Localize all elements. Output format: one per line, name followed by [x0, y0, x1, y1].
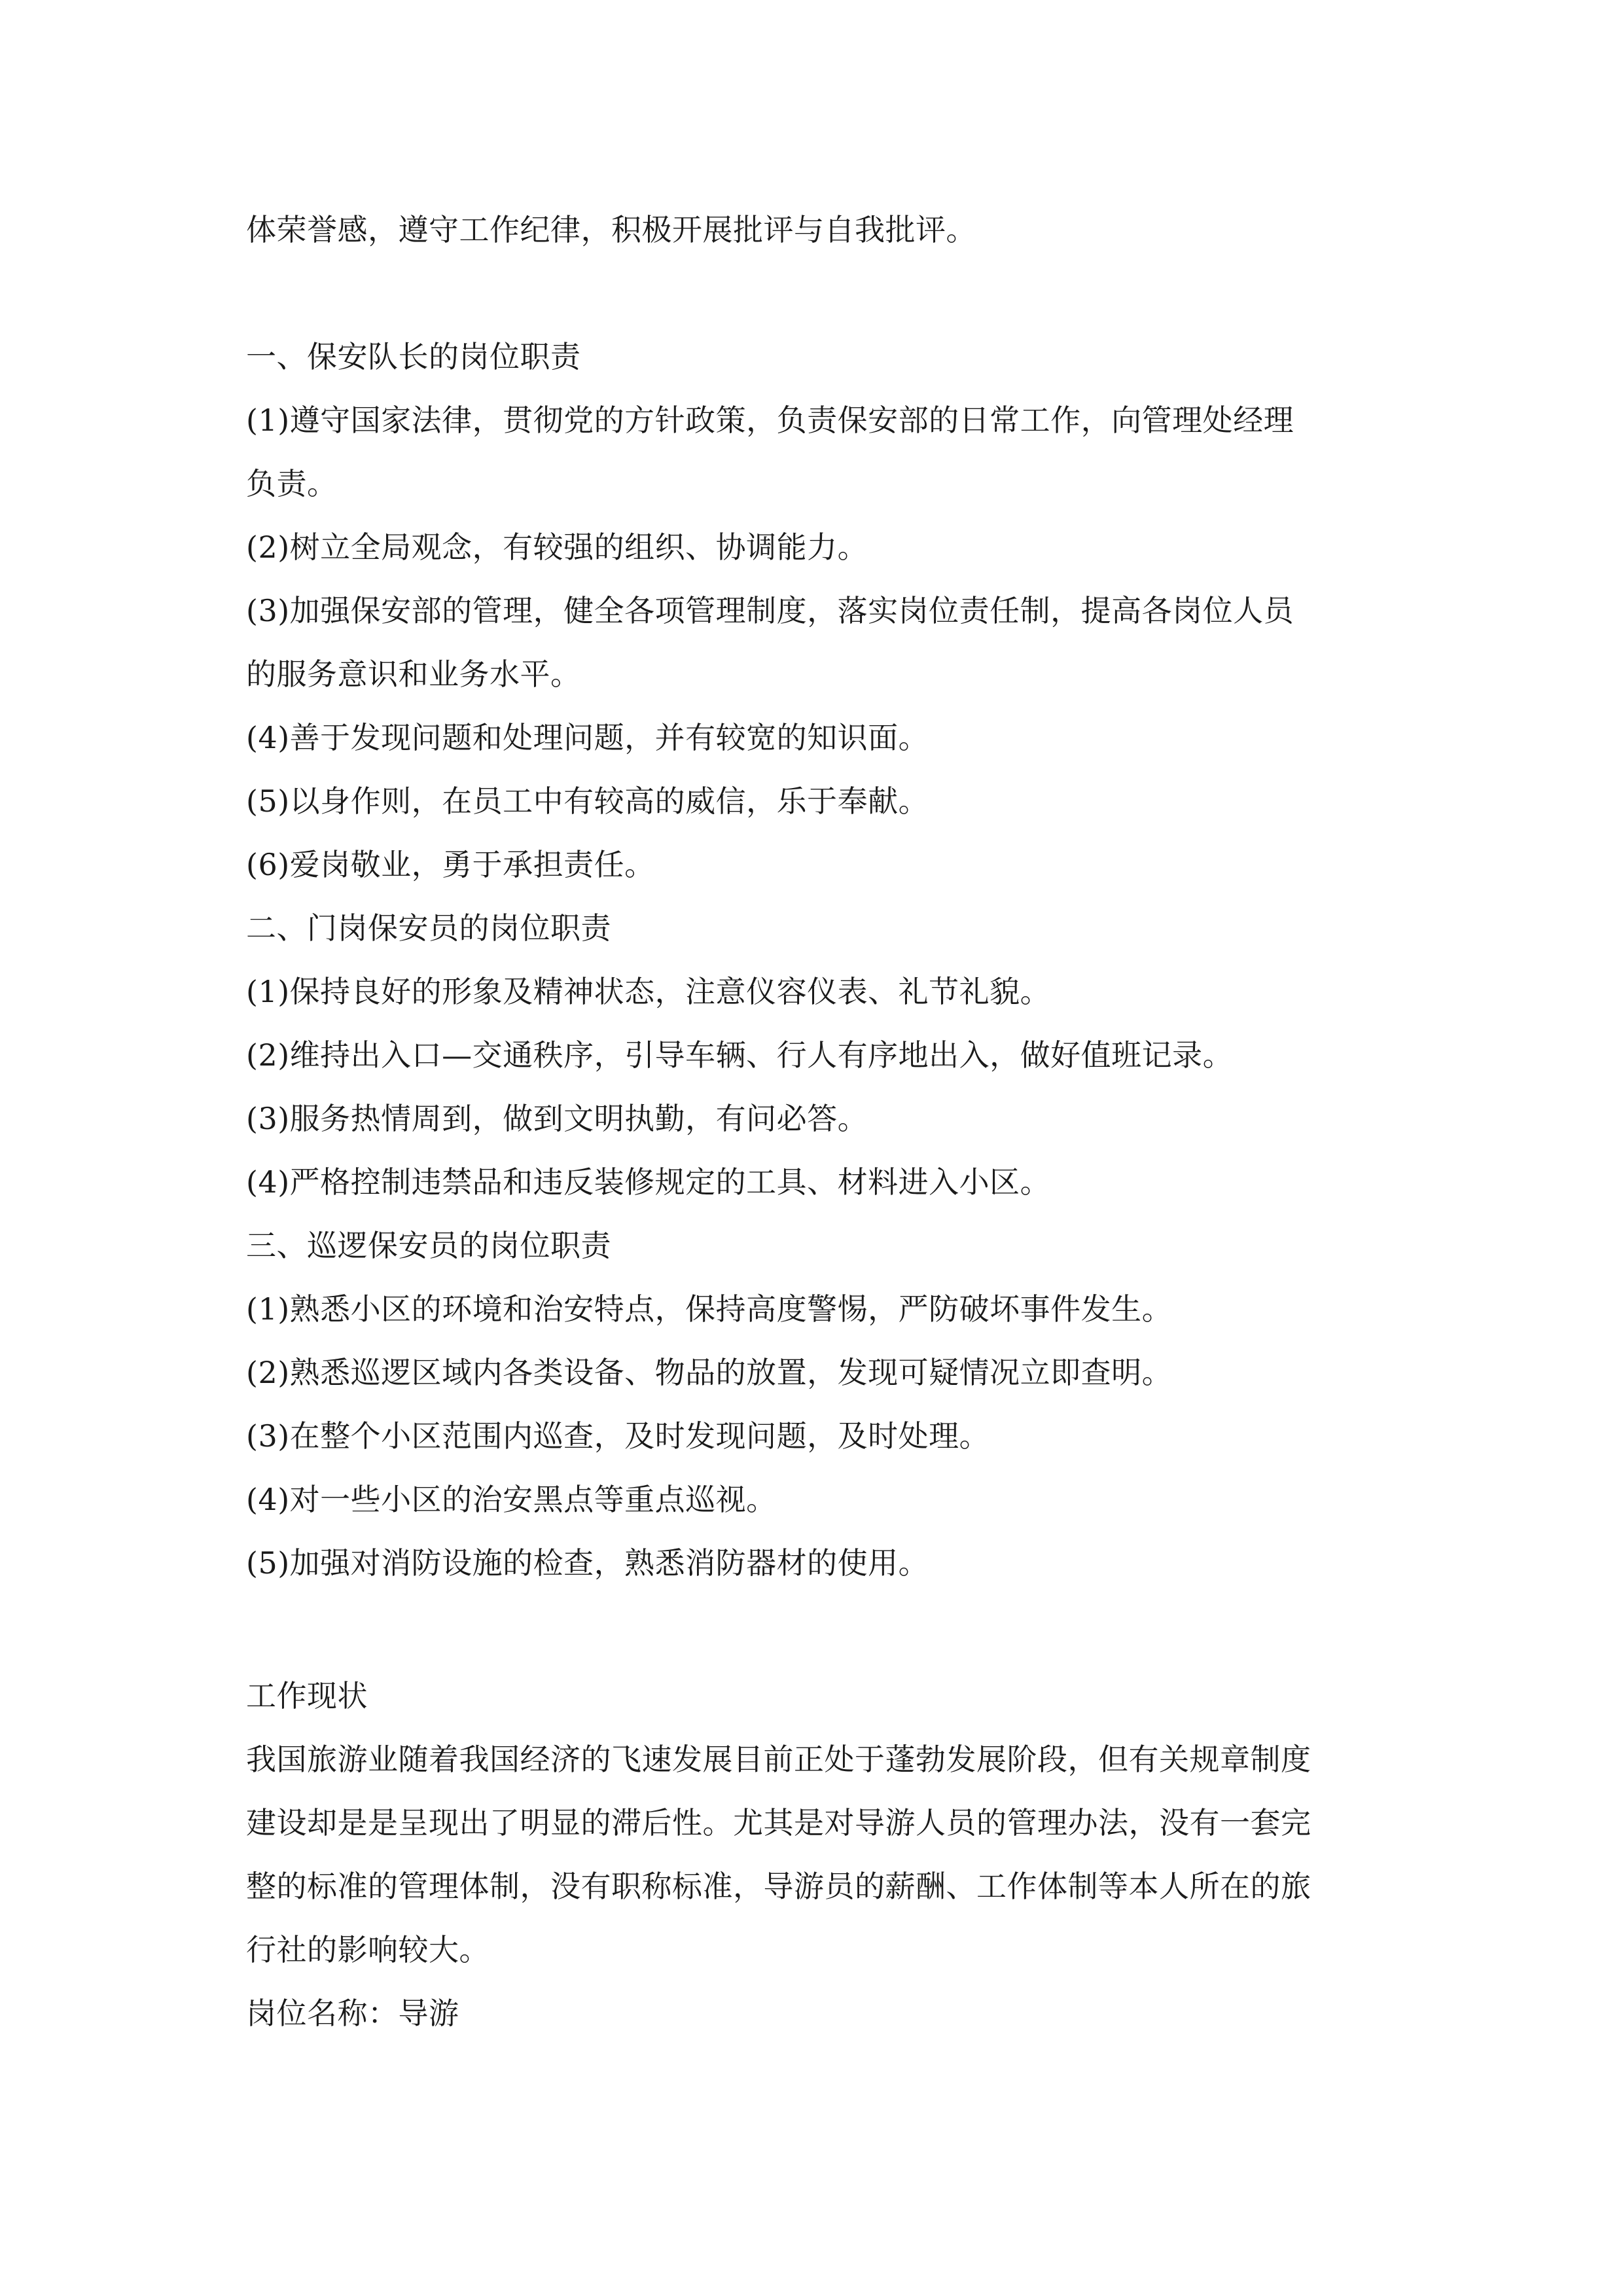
text-line: (2)熟悉巡逻区域内各类设备、物品的放置，发现可疑情况立即查明。	[246, 1355, 1173, 1390]
text-line: 我国旅游业随着我国经济的飞速发展目前正处于蓬勃发展阶段，但有关规章制度	[246, 1742, 1311, 1777]
text-line: 整的标准的管理体制，没有职称标准，导游员的薪酬、工作体制等本人所在的旅	[246, 1869, 1311, 1904]
text-line: (2)维持出入口—交通秩序，引导车辆、行人有序地出入，做好值班记录。	[246, 1037, 1234, 1073]
section-heading: 一、保安队长的岗位职责	[246, 339, 581, 374]
section-heading: 工作现状	[246, 1678, 368, 1713]
text-line: (1)保持良好的形象及精神状态，注意仪容仪表、礼节礼貌。	[246, 974, 1051, 1009]
text-line: (1)熟悉小区的环境和治安特点，保持高度警惕，严防破坏事件发生。	[246, 1291, 1173, 1327]
text-line: (4)善于发现问题和处理问题，并有较宽的知识面。	[246, 720, 929, 755]
text-line: (3)在整个小区范围内巡查，及时发现问题，及时处理。	[246, 1418, 990, 1454]
section-heading: 三、巡逻保安员的岗位职责	[246, 1228, 611, 1263]
text-line: (1)遵守国家法律，贯彻党的方针政策，负责保安部的日常工作，向管理处经理	[246, 403, 1294, 438]
text-line: (4)严格控制违禁品和违反装修规定的工具、材料进入小区。	[246, 1164, 1051, 1200]
text-line: (2)树立全局观念，有较强的组织、协调能力。	[246, 529, 868, 565]
text-line: (5)加强对消防设施的检查，熟悉消防器材的使用。	[246, 1545, 929, 1581]
section-heading: 二、门岗保安员的岗位职责	[246, 910, 611, 946]
text-line: (3)加强保安部的管理，健全各项管理制度，落实岗位责任制，提高各岗位人员	[246, 593, 1294, 628]
text-line: (3)服务热情周到，做到文明执勤，有问必答。	[246, 1101, 868, 1136]
text-line: 的服务意识和业务水平。	[246, 656, 581, 692]
text-line: 岗位名称：导游	[246, 1996, 459, 2031]
text-line: 体荣誉感，遵守工作纪律，积极开展批评与自我批评。	[246, 212, 976, 247]
text-line: 行社的影响较大。	[246, 1932, 490, 1967]
text-line: (4)对一些小区的治安黑点等重点巡视。	[246, 1482, 777, 1517]
text-line: (6)爱岗敬业，勇于承担责任。	[246, 847, 655, 882]
text-line: 建设却是是呈现出了明显的滞后性。尤其是对导游人员的管理办法，没有一套完	[246, 1805, 1311, 1840]
text-line: 负责。	[246, 466, 338, 501]
text-line: (5)以身作则，在员工中有较高的威信，乐于奉献。	[246, 783, 929, 819]
